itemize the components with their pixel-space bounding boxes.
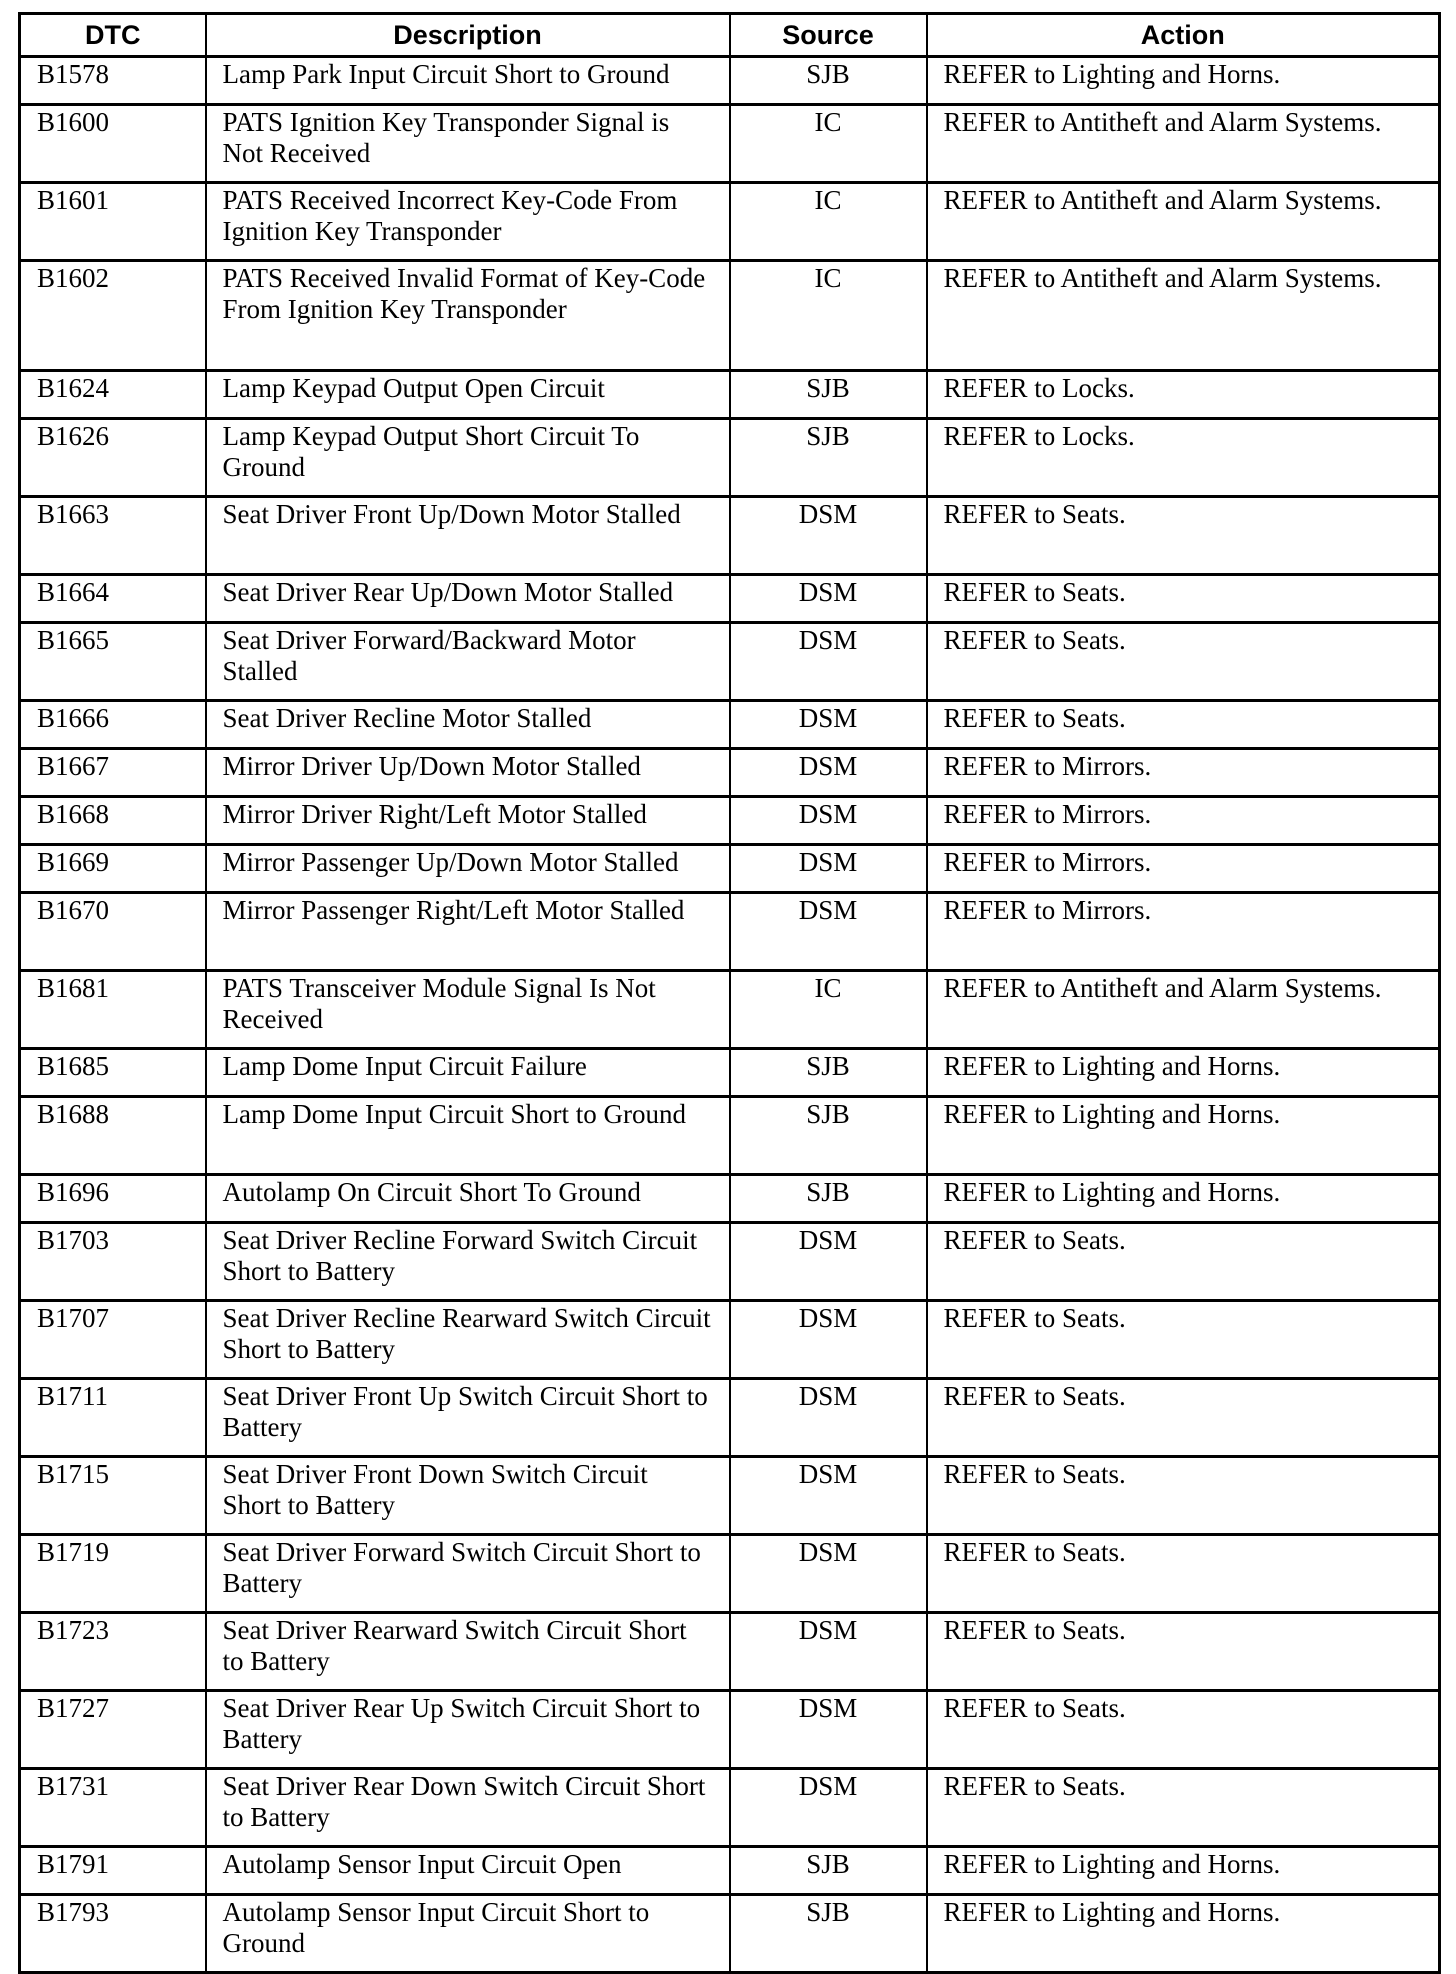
dtc-action: REFER to Lighting and Horns. bbox=[927, 1895, 1440, 1973]
dtc-action: REFER to Seats. bbox=[927, 1223, 1440, 1301]
dtc-description: Lamp Keypad Output Short Circuit To Ground bbox=[206, 419, 730, 497]
dtc-code: B1688 bbox=[20, 1097, 206, 1175]
dtc-source: SJB bbox=[730, 371, 927, 419]
dtc-table bbox=[18, 12, 1441, 1974]
dtc-description: Seat Driver Forward/Backward Motor Stalled bbox=[206, 623, 730, 701]
header-source: Source bbox=[730, 14, 927, 57]
dtc-description: Seat Driver Forward Switch Circuit Short to Battery bbox=[206, 1535, 730, 1613]
table-row bbox=[20, 497, 1440, 575]
dtc-action: REFER to Lighting and Horns. bbox=[927, 1847, 1440, 1895]
dtc-source: DSM bbox=[730, 1457, 927, 1535]
table-row bbox=[20, 1097, 1440, 1175]
table-row bbox=[20, 1769, 1440, 1847]
dtc-code: B1685 bbox=[20, 1049, 206, 1097]
dtc-source: IC bbox=[730, 105, 927, 183]
dtc-action: REFER to Antitheft and Alarm Systems. bbox=[927, 261, 1440, 371]
dtc-description: Autolamp On Circuit Short To Ground bbox=[206, 1175, 730, 1223]
dtc-action: REFER to Mirrors. bbox=[927, 893, 1440, 971]
dtc-description: Seat Driver Rearward Switch Circuit Short to Battery bbox=[206, 1613, 730, 1691]
dtc-source: DSM bbox=[730, 1379, 927, 1457]
table-row bbox=[20, 1379, 1440, 1457]
dtc-source: DSM bbox=[730, 623, 927, 701]
dtc-description: Seat Driver Recline Forward Switch Circuit Short to Battery bbox=[206, 1223, 730, 1301]
dtc-description: PATS Received Invalid Format of Key-Code From Ignition Key Transponder bbox=[206, 261, 730, 371]
dtc-code: B1703 bbox=[20, 1223, 206, 1301]
dtc-code: B1602 bbox=[20, 261, 206, 371]
table-row bbox=[20, 105, 1440, 183]
dtc-code: B1719 bbox=[20, 1535, 206, 1613]
dtc-code: B1666 bbox=[20, 701, 206, 749]
dtc-description: Lamp Keypad Output Open Circuit bbox=[206, 371, 730, 419]
dtc-code: B1670 bbox=[20, 893, 206, 971]
header-action: Action bbox=[927, 14, 1440, 57]
dtc-code: B1793 bbox=[20, 1895, 206, 1973]
dtc-source: SJB bbox=[730, 1049, 927, 1097]
dtc-description: Seat Driver Recline Motor Stalled bbox=[206, 701, 730, 749]
dtc-source: DSM bbox=[730, 1691, 927, 1769]
dtc-code: B1727 bbox=[20, 1691, 206, 1769]
table-row bbox=[20, 371, 1440, 419]
table-row bbox=[20, 1535, 1440, 1613]
dtc-source: DSM bbox=[730, 797, 927, 845]
dtc-code: B1600 bbox=[20, 105, 206, 183]
table-row bbox=[20, 845, 1440, 893]
dtc-code: B1626 bbox=[20, 419, 206, 497]
table-row bbox=[20, 1691, 1440, 1769]
dtc-source: IC bbox=[730, 183, 927, 261]
dtc-source: DSM bbox=[730, 575, 927, 623]
table-header bbox=[20, 14, 1440, 57]
dtc-source: DSM bbox=[730, 845, 927, 893]
dtc-action: REFER to Locks. bbox=[927, 371, 1440, 419]
dtc-code: B1578 bbox=[20, 57, 206, 105]
dtc-code: B1681 bbox=[20, 971, 206, 1049]
dtc-description: Mirror Driver Up/Down Motor Stalled bbox=[206, 749, 730, 797]
dtc-source: DSM bbox=[730, 1223, 927, 1301]
dtc-source: SJB bbox=[730, 1175, 927, 1223]
dtc-action: REFER to Seats. bbox=[927, 623, 1440, 701]
table-row bbox=[20, 419, 1440, 497]
dtc-action: REFER to Mirrors. bbox=[927, 797, 1440, 845]
dtc-action: REFER to Seats. bbox=[927, 497, 1440, 575]
table-row bbox=[20, 893, 1440, 971]
dtc-description: Seat Driver Rear Down Switch Circuit Short to Battery bbox=[206, 1769, 730, 1847]
dtc-action: REFER to Seats. bbox=[927, 1613, 1440, 1691]
table-row bbox=[20, 1847, 1440, 1895]
dtc-source: DSM bbox=[730, 701, 927, 749]
table-row bbox=[20, 575, 1440, 623]
dtc-source: DSM bbox=[730, 1613, 927, 1691]
dtc-action: REFER to Locks. bbox=[927, 419, 1440, 497]
dtc-description: Seat Driver Rear Up/Down Motor Stalled bbox=[206, 575, 730, 623]
dtc-code: B1663 bbox=[20, 497, 206, 575]
dtc-code: B1624 bbox=[20, 371, 206, 419]
dtc-action: REFER to Lighting and Horns. bbox=[927, 1049, 1440, 1097]
dtc-action: REFER to Lighting and Horns. bbox=[927, 1175, 1440, 1223]
header-row bbox=[20, 14, 1440, 57]
dtc-code: B1667 bbox=[20, 749, 206, 797]
dtc-description: Seat Driver Recline Rearward Switch Circuit Short to Battery bbox=[206, 1301, 730, 1379]
dtc-action: REFER to Antitheft and Alarm Systems. bbox=[927, 105, 1440, 183]
dtc-description: Seat Driver Front Up Switch Circuit Short to Battery bbox=[206, 1379, 730, 1457]
dtc-description: Seat Driver Front Up/Down Motor Stalled bbox=[206, 497, 730, 575]
dtc-code: B1669 bbox=[20, 845, 206, 893]
dtc-code: B1723 bbox=[20, 1613, 206, 1691]
dtc-description: Mirror Passenger Right/Left Motor Stalled bbox=[206, 893, 730, 971]
dtc-description: Mirror Driver Right/Left Motor Stalled bbox=[206, 797, 730, 845]
dtc-source: DSM bbox=[730, 1301, 927, 1379]
dtc-action: REFER to Lighting and Horns. bbox=[927, 57, 1440, 105]
dtc-action: REFER to Antitheft and Alarm Systems. bbox=[927, 971, 1440, 1049]
dtc-action: REFER to Lighting and Horns. bbox=[927, 1097, 1440, 1175]
dtc-action: REFER to Seats. bbox=[927, 1301, 1440, 1379]
dtc-source: DSM bbox=[730, 1769, 927, 1847]
dtc-code: B1665 bbox=[20, 623, 206, 701]
table-row bbox=[20, 797, 1440, 845]
dtc-description: PATS Received Incorrect Key-Code From Ignition Key Transponder bbox=[206, 183, 730, 261]
table-row bbox=[20, 57, 1440, 105]
dtc-code: B1601 bbox=[20, 183, 206, 261]
dtc-description: Autolamp Sensor Input Circuit Open bbox=[206, 1847, 730, 1895]
dtc-action: REFER to Seats. bbox=[927, 1535, 1440, 1613]
dtc-action: REFER to Seats. bbox=[927, 1379, 1440, 1457]
dtc-description: Seat Driver Front Down Switch Circuit Short to Battery bbox=[206, 1457, 730, 1535]
dtc-source: DSM bbox=[730, 497, 927, 575]
dtc-action: REFER to Seats. bbox=[927, 575, 1440, 623]
dtc-description: Autolamp Sensor Input Circuit Short to Ground bbox=[206, 1895, 730, 1973]
dtc-source: IC bbox=[730, 971, 927, 1049]
dtc-action: REFER to Seats. bbox=[927, 1769, 1440, 1847]
dtc-action: REFER to Antitheft and Alarm Systems. bbox=[927, 183, 1440, 261]
dtc-source: DSM bbox=[730, 893, 927, 971]
dtc-source: SJB bbox=[730, 419, 927, 497]
table-row bbox=[20, 623, 1440, 701]
dtc-code: B1668 bbox=[20, 797, 206, 845]
dtc-description: Lamp Park Input Circuit Short to Ground bbox=[206, 57, 730, 105]
dtc-description: PATS Ignition Key Transponder Signal is Not Received bbox=[206, 105, 730, 183]
dtc-description: Mirror Passenger Up/Down Motor Stalled bbox=[206, 845, 730, 893]
dtc-source: IC bbox=[730, 261, 927, 371]
header-description: Description bbox=[206, 14, 730, 57]
dtc-source: SJB bbox=[730, 1895, 927, 1973]
dtc-source: DSM bbox=[730, 1535, 927, 1613]
dtc-action: REFER to Seats. bbox=[927, 1691, 1440, 1769]
dtc-code: B1715 bbox=[20, 1457, 206, 1535]
dtc-source: SJB bbox=[730, 57, 927, 105]
dtc-source: SJB bbox=[730, 1097, 927, 1175]
table-row bbox=[20, 1049, 1440, 1097]
dtc-description: Seat Driver Rear Up Switch Circuit Short to Battery bbox=[206, 1691, 730, 1769]
table-row bbox=[20, 1223, 1440, 1301]
table-row bbox=[20, 1457, 1440, 1535]
table-row bbox=[20, 1613, 1440, 1691]
table-row bbox=[20, 183, 1440, 261]
table-row bbox=[20, 1175, 1440, 1223]
table-row bbox=[20, 749, 1440, 797]
table-row bbox=[20, 1301, 1440, 1379]
dtc-code: B1696 bbox=[20, 1175, 206, 1223]
table-row bbox=[20, 971, 1440, 1049]
dtc-description: Lamp Dome Input Circuit Short to Ground bbox=[206, 1097, 730, 1175]
dtc-source: DSM bbox=[730, 749, 927, 797]
dtc-code: B1707 bbox=[20, 1301, 206, 1379]
dtc-description: PATS Transceiver Module Signal Is Not Received bbox=[206, 971, 730, 1049]
dtc-description: Lamp Dome Input Circuit Failure bbox=[206, 1049, 730, 1097]
dtc-action: REFER to Mirrors. bbox=[927, 749, 1440, 797]
dtc-action: REFER to Seats. bbox=[927, 701, 1440, 749]
dtc-action: REFER to Seats. bbox=[927, 1457, 1440, 1535]
dtc-code: B1664 bbox=[20, 575, 206, 623]
dtc-source: SJB bbox=[730, 1847, 927, 1895]
table-row bbox=[20, 701, 1440, 749]
dtc-code: B1731 bbox=[20, 1769, 206, 1847]
dtc-action: REFER to Mirrors. bbox=[927, 845, 1440, 893]
table-row bbox=[20, 261, 1440, 371]
header-dtc: DTC bbox=[20, 14, 206, 57]
dtc-code: B1791 bbox=[20, 1847, 206, 1895]
table-row bbox=[20, 1895, 1440, 1973]
table-body bbox=[20, 57, 1440, 1973]
dtc-code: B1711 bbox=[20, 1379, 206, 1457]
